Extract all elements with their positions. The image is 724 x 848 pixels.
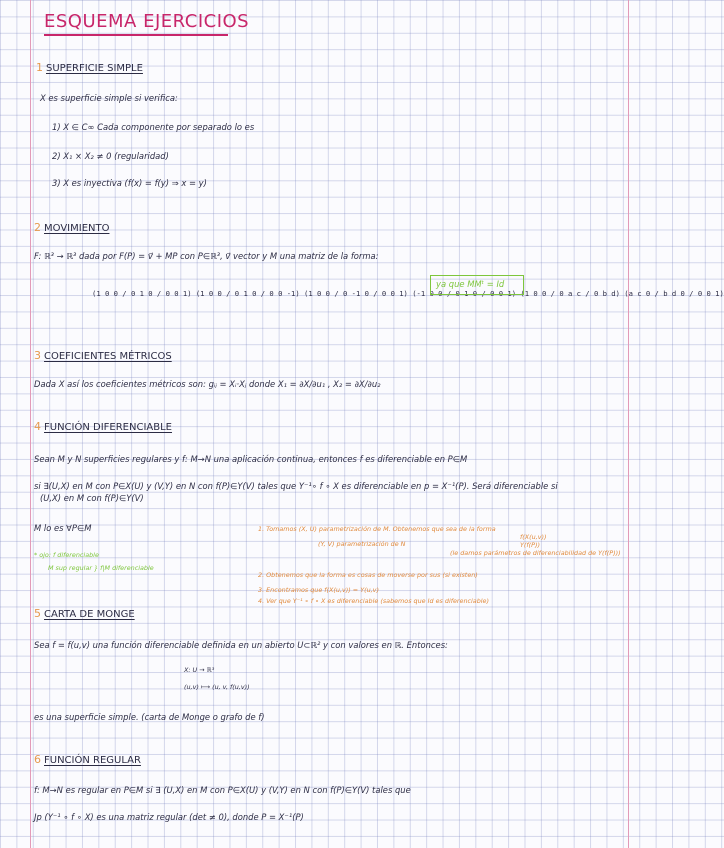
- section-heading-6: [34, 754, 141, 766]
- page-title: ESQUEMA EJERCICIOS: [44, 11, 250, 32]
- section-label: FUNCIÓN REGULAR: [44, 755, 141, 766]
- section-number: 3: [34, 349, 41, 362]
- s4-step-1b: (Y, V) parametrización de N: [318, 540, 406, 548]
- s4-step-1b-expr: Y(f(P)): [520, 541, 540, 549]
- s4-green-note-2: M sup regular } f|M diferenciable: [48, 564, 154, 572]
- section-number: 5: [34, 607, 41, 620]
- s4-definition-2: si ∃(U,X) en M con P∈X(U) y (V,Y) en N con f(P)∈Y(V) tales que Y⁻¹∘ f ∘ X es diferenciable en p = X⁻¹(P). Será diferenciable si: [34, 481, 558, 491]
- section-heading-5: [34, 608, 135, 620]
- section-number: 4: [34, 420, 41, 433]
- s4-step-1: 1. Tomamos (X, U) parametrización de M. Obtenemos que sea de la forma: [258, 525, 496, 533]
- s5-definition: Sea f = f(u,v) una función diferenciable definida en un abierto U⊂ℝ² y con valores en ℝ. Entonces:: [34, 640, 448, 650]
- section-number: 1: [36, 61, 43, 74]
- section-label: FUNCIÓN DIFERENCIABLE: [44, 422, 173, 433]
- margin-line-right: [628, 0, 629, 848]
- s4-step-1-expr: f(X(u,v)): [520, 533, 547, 541]
- section-number: 2: [34, 221, 41, 234]
- s3-definition: Dada X así los coeficientes métricos son: gᵢⱼ = Xᵢ·Xⱼ donde X₁ = ∂X/∂u₁ , X₂ = ∂X/∂u₂: [34, 379, 381, 389]
- section-heading-4: [34, 421, 172, 433]
- s2-matrices: (1 0 0 / 0 1 0 / 0 0 1) (1 0 0 / 0 1 0 / 0 0 -1) (1 0 0 / 0 -1 0 / 0 0 1) (-1 0 0 / 0 1 0 / 0 0 1) (1 0 0 / 0 a c / 0 b d) (a c 0 / b d 0 / 0 0 1): [92, 289, 724, 298]
- s1-intro: X es superficie simple si verifica:: [40, 93, 178, 103]
- section-label: COEFICIENTES MÉTRICOS: [44, 351, 172, 362]
- s4-step-3: 3. Encontramos que f(X(u,v)) = Y(u,v): [258, 586, 379, 594]
- s2-green-note: ya que MMᵗ = Id: [436, 279, 505, 289]
- s1-item-1: 1) X ∈ C∞ Cada componente por separado lo es: [52, 122, 255, 132]
- section-label: MOVIMIENTO: [44, 223, 110, 234]
- section-label: CARTA DE MONGE: [44, 609, 135, 620]
- s4-step-4: 4. Ver que Y⁻¹ ∘ f ∘ X es diferenciable (sabemos que Id es diferenciable): [258, 597, 489, 605]
- s1-item-2: 2) X₁ × X₂ ≠ 0 (regularidad): [52, 151, 169, 161]
- s5-map-line-2: (u,v) ⟼ (u, v, f(u,v)): [184, 683, 250, 691]
- s4-step-1c: (le damos parámetros de diferenciabilidad de Y(f(P))): [450, 549, 621, 557]
- section-label: SUPERFICIE SIMPLE: [46, 63, 143, 74]
- s4-definition-1: Sean M y N superficies regulares y f: M→N una aplicación continua, entonces f es diferenciable en P∈M: [34, 454, 468, 464]
- section-heading-3: [34, 350, 172, 362]
- s4-step-2: 2. Obtenemos que la forma es cosas de moverse por sus (si existen): [258, 571, 478, 579]
- s2-definition: F: ℝ³ → ℝ³ dada por F(P) = v⃗ + MP con P∈ℝ³, v⃗ vector y M una matriz de la forma:: [34, 251, 379, 261]
- s4-definition-3: (U,X) en M con f(P)∈Y(V): [40, 493, 144, 503]
- s4-forall: M lo es ∀P∈M: [34, 523, 92, 533]
- s6-definition-2: Jp (Y⁻¹ ∘ f ∘ X) es una matriz regular (det ≠ 0), donde P = X⁻¹(P): [34, 812, 304, 822]
- section-number: 6: [34, 753, 41, 766]
- margin-line-left: [30, 0, 31, 848]
- s1-item-3: 3) X es inyectiva (f(x) = f(y) ⇒ x = y): [52, 178, 207, 188]
- section-heading-1: [36, 62, 143, 74]
- s5-conclusion: es una superficie simple. (carta de Monge o grafo de f): [34, 712, 265, 722]
- title-underline: [44, 34, 228, 36]
- s6-definition-1: f: M→N es regular en P∈M si ∃ (U,X) en M con P∈X(U) y (V,Y) en N con f(P)∈Y(V) tales que: [34, 785, 411, 795]
- section-heading-2: [34, 222, 109, 234]
- s4-green-note-1: * ojo: f diferenciable: [34, 551, 99, 559]
- s5-map-line-1: X: U → ℝ³: [184, 666, 215, 674]
